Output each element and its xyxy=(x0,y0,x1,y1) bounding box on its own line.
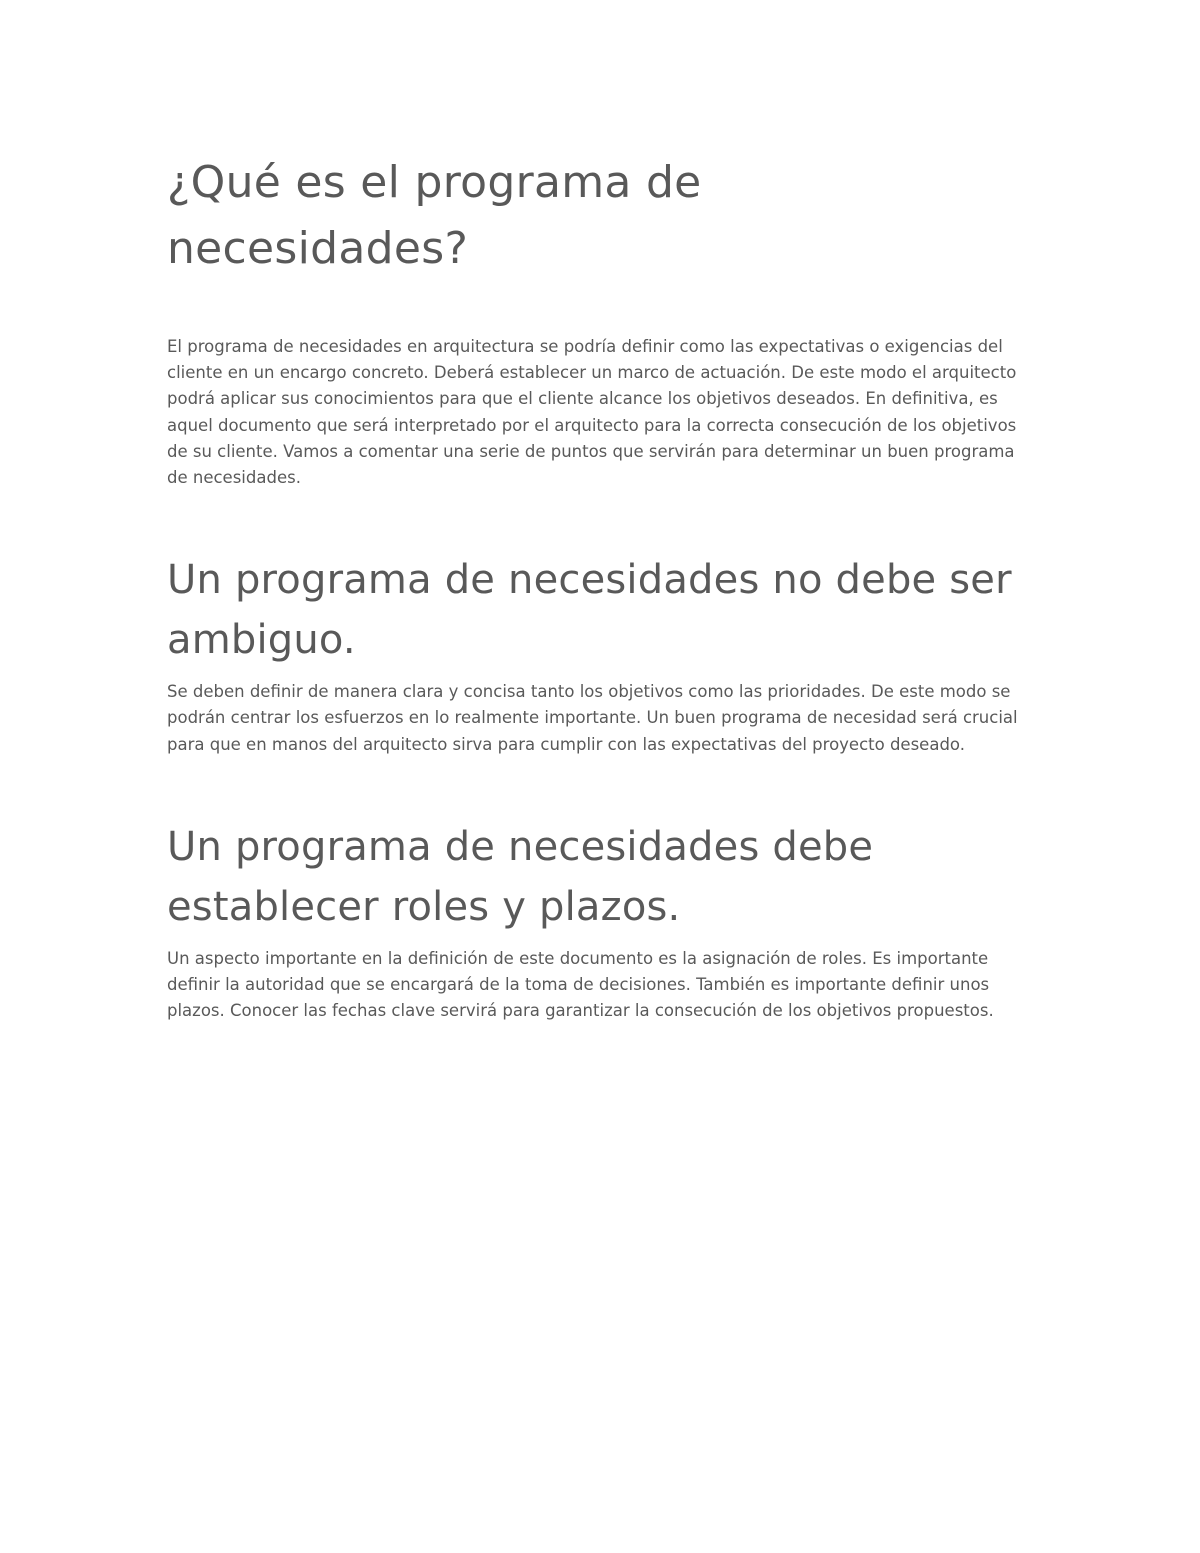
section-heading-roles-plazos: Un programa de necesidades debe establecer roles y plazos. xyxy=(167,823,874,930)
section-heading-ambiguo: Un programa de necesidades no debe ser ambiguo. xyxy=(167,557,1012,664)
intro-paragraph: El programa de necesidades en arquitectura se podría definir como las expectativas o exigencias del cliente en un encargo concreto. Deberá establecer un marco de actuación. De este modo el arquitecto podrá aplicar sus conocimientos para que el cliente alcance los objetivos deseados. En definitiva, es aquel documento que será interpretado por el arquitecto para la correcta consecución de los objetivos de su cliente. Vamos a comentar una serie de puntos que servirán para determinar un buen programa de necesidades. xyxy=(167,337,1017,488)
section-body-roles-plazos: Un aspecto importante en la definición de este documento es la asignación de roles. Es importante definir la autoridad que se encargará de la toma de decisiones. También es importante definir unos plazos. Conocer las fechas clave servirá para garantizar la consecución de los objetivos propuestos. xyxy=(167,948,994,1021)
section-body-ambiguo: Se deben definir de manera clara y concisa tanto los objetivos como las prioridades. De este modo se podrán centrar los esfuerzos en lo realmente importante. Un buen programa de necesidad será crucial para que en manos del arquitecto sirva para cumplir con las expectativas del proyecto deseado. xyxy=(167,682,1018,754)
document-page xyxy=(167,150,1039,1024)
document-title: ¿Qué es el programa de necesidades? xyxy=(167,157,702,274)
